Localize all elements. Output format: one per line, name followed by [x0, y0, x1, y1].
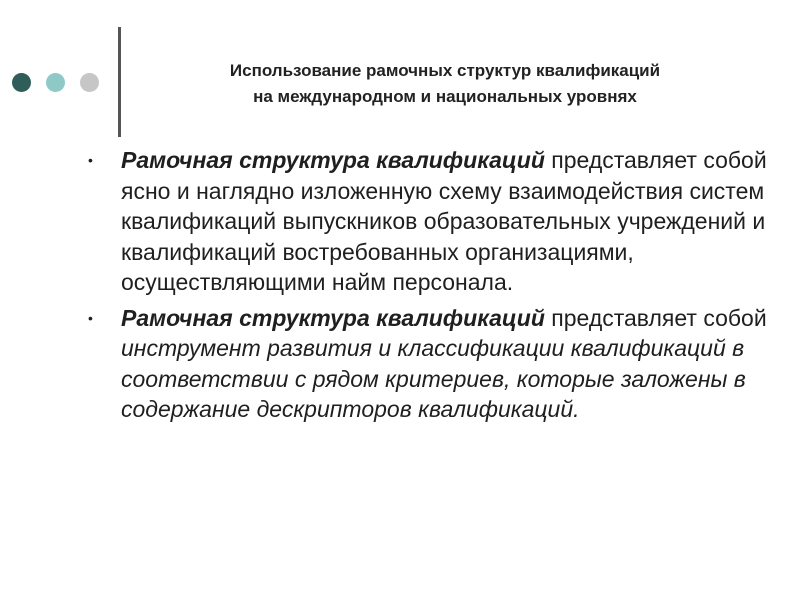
bullet-marker: • — [88, 309, 93, 326]
bullet-lead: Рамочная структура квалификаций — [121, 304, 545, 331]
slide-body — [88, 145, 778, 430]
decorative-dots — [12, 72, 114, 92]
bullet-item-1 — [88, 145, 778, 298]
dot-dark — [12, 73, 31, 92]
bullet-italic-body: инструмент развития и классификации квалификаций в соответствии с рядом критериев, которые заложены в содержание дескрипторов квалификаций. — [121, 335, 746, 422]
dot-grey — [80, 73, 99, 92]
bullet-lead: Рамочная структура квалификаций — [121, 147, 545, 173]
bullet-text — [121, 145, 778, 298]
bullet-item-2 — [88, 303, 778, 425]
bullet-text — [121, 303, 778, 425]
dot-teal — [46, 73, 65, 92]
bullet-body: представляет собой — [551, 304, 767, 331]
title-divider-line — [118, 27, 121, 137]
bullet-marker: • — [88, 152, 93, 168]
title-line-2: на международном и национальных уровнях — [253, 87, 637, 106]
slide-title — [130, 58, 760, 110]
title-line-1: Использование рамочных структур квалификаций — [229, 61, 661, 80]
bullet-body: представляет собой ясно и наглядно изложенную схему взаимодействия систем квалификаций выпускников образовательных учреждений и квалификаций востребованных организациями, осуществляющими найм персонала. — [121, 147, 767, 295]
